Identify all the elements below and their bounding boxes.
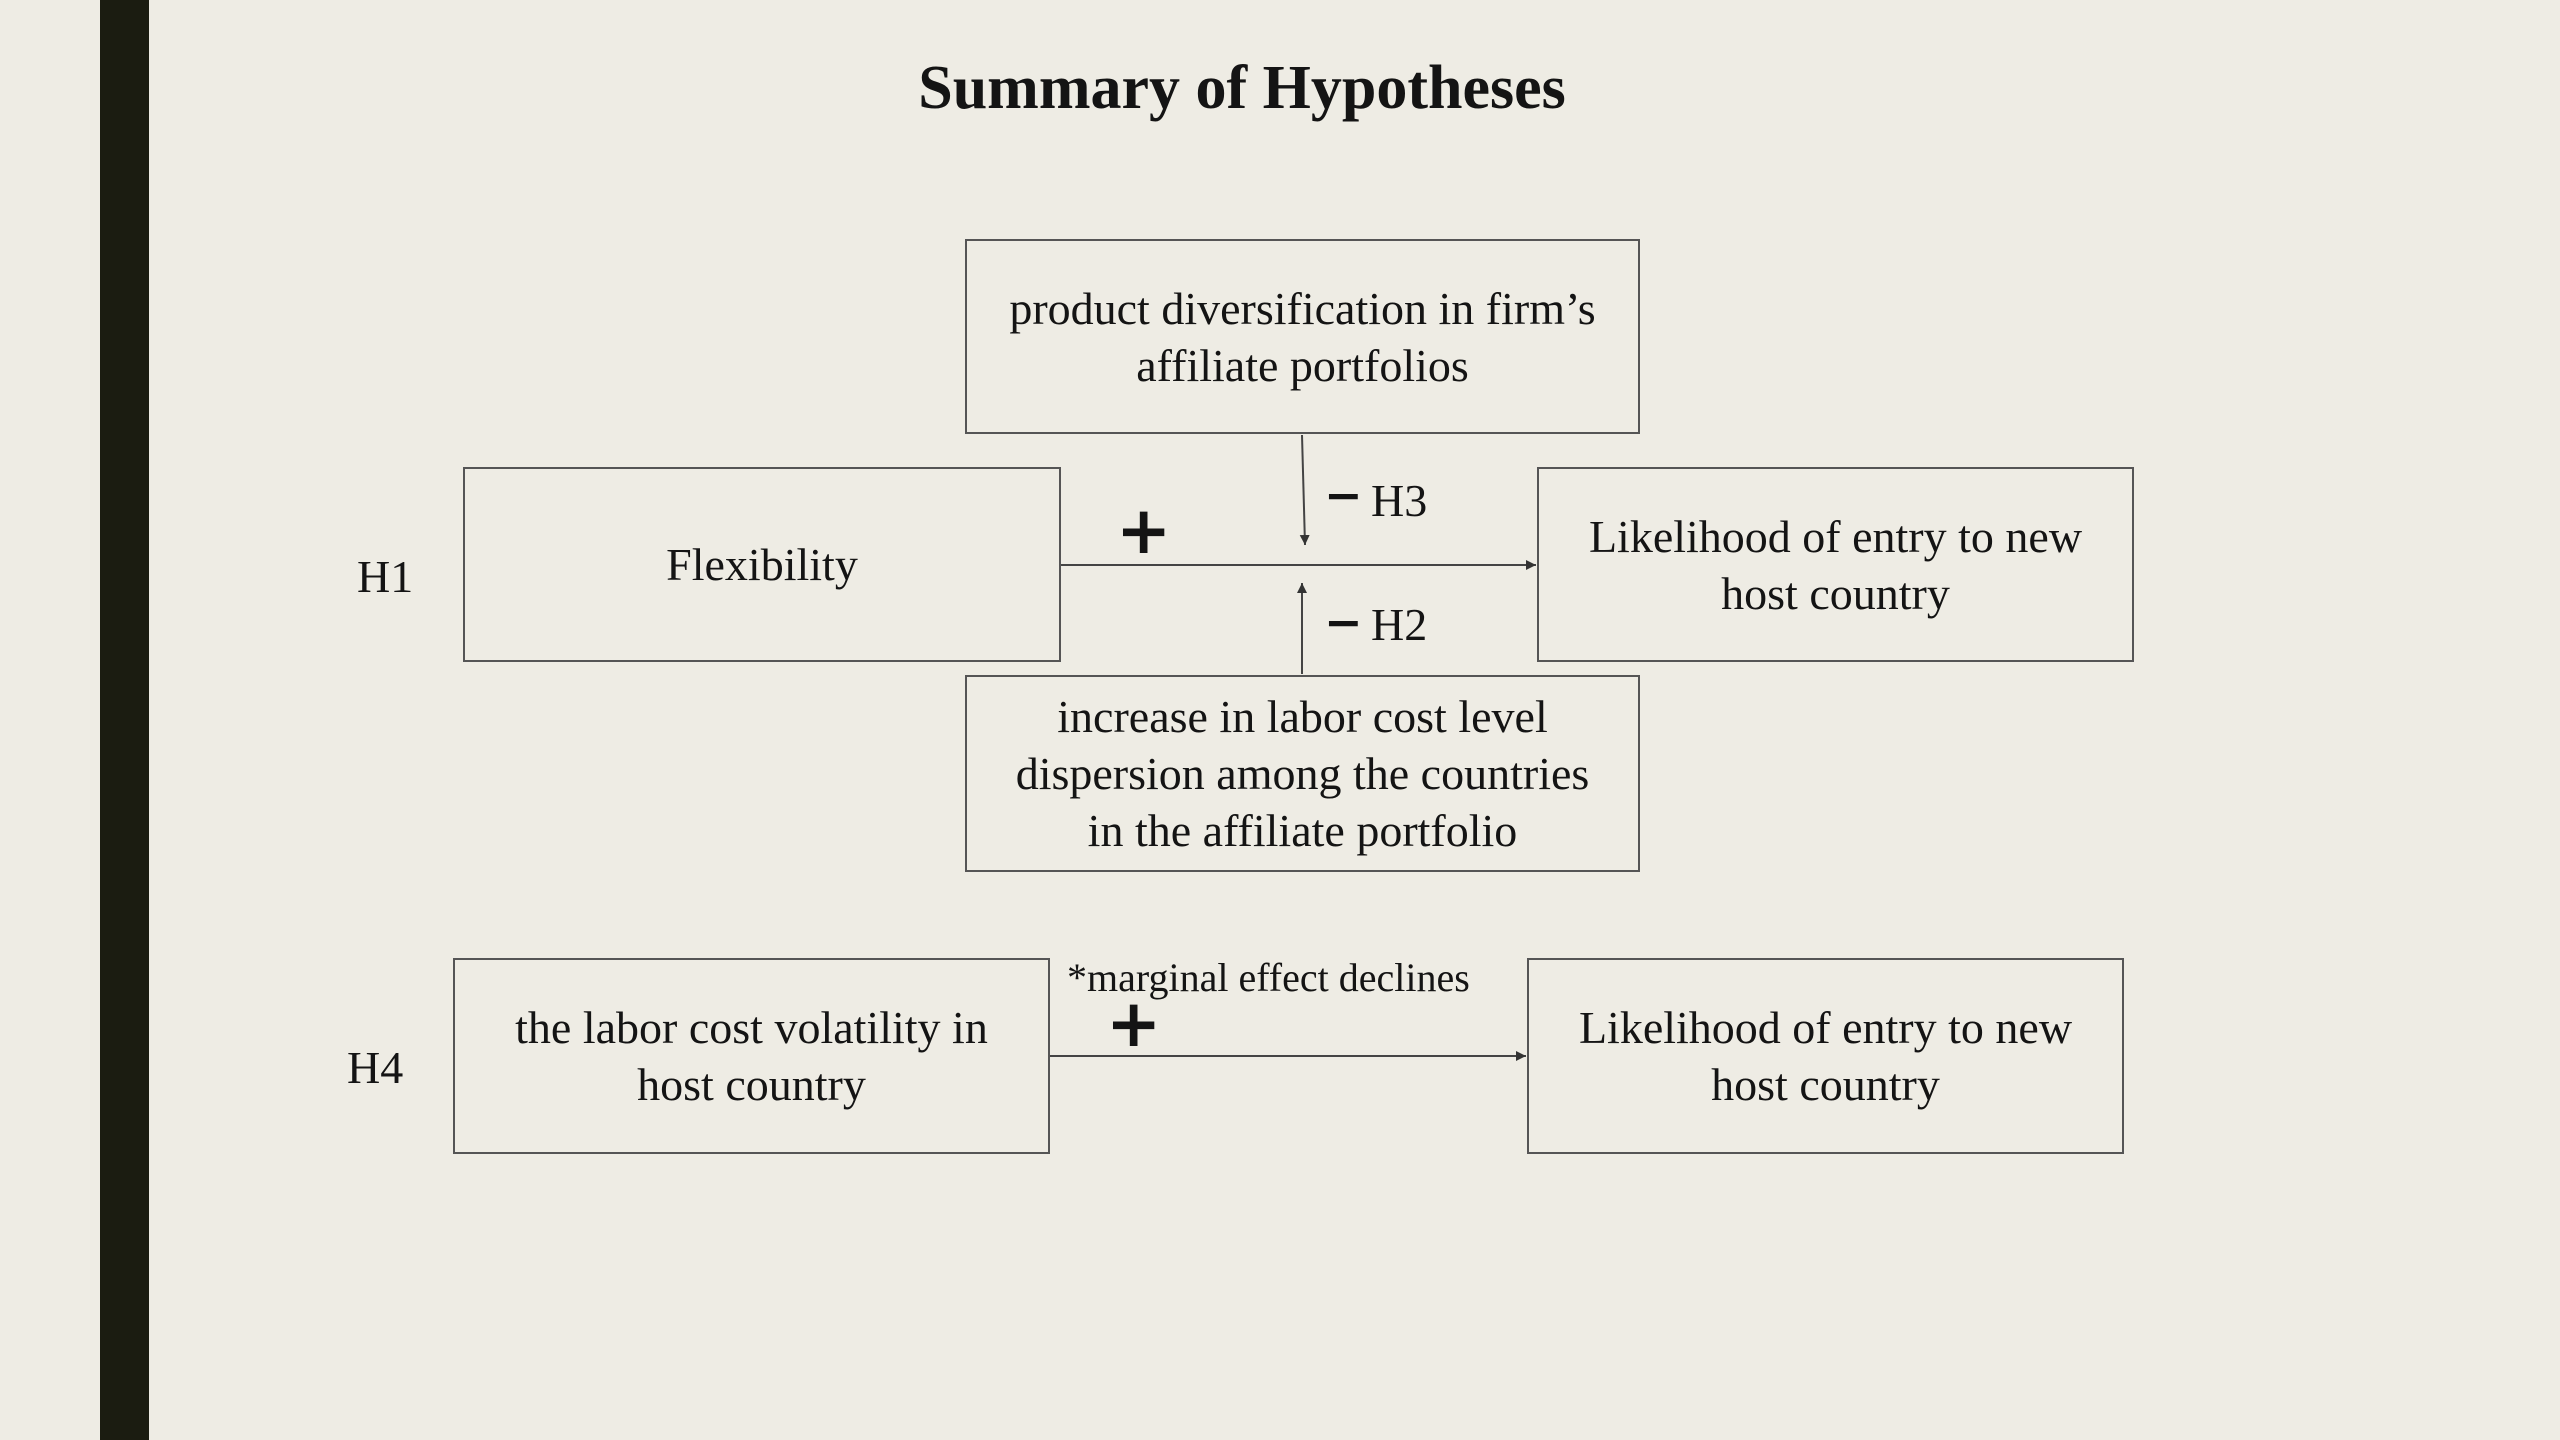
flexibility-box-text: Flexibility bbox=[666, 539, 858, 590]
h3-minus-sign: − bbox=[1324, 468, 1363, 522]
diversification-box-text: product diversification in firm’s affiliate portfolios bbox=[1009, 282, 1596, 391]
h4-likelihood-box bbox=[1527, 958, 2124, 1154]
h2-minus-sign: − bbox=[1324, 595, 1363, 649]
flexibility-box bbox=[463, 467, 1061, 662]
h1-label: H1 bbox=[357, 551, 414, 602]
marginal-effect-note: *marginal effect declines bbox=[1067, 955, 1470, 1000]
h3-label: H3 bbox=[1371, 475, 1428, 526]
labor-cost-volatility-box-text: the labor cost volatility in host country bbox=[515, 1002, 988, 1110]
labor-cost-volatility-box bbox=[453, 958, 1050, 1154]
labor-cost-dispersion-box-text: increase in labor cost level dispersion among the countries in the affiliate portfolio bbox=[1015, 691, 1590, 856]
h4-likelihood-box-text: Likelihood of entry to new host country bbox=[1578, 1002, 2073, 1110]
h1-likelihood-box-text: Likelihood of entry to new host country bbox=[1588, 510, 2083, 619]
page-title: Summary of Hypotheses bbox=[918, 54, 1566, 122]
h4-plus-sign: + bbox=[1106, 985, 1162, 1062]
h1-plus-sign: + bbox=[1116, 492, 1172, 569]
h3-moderator-arrow bbox=[1302, 435, 1305, 545]
labor-cost-dispersion-box bbox=[965, 675, 1640, 872]
h2-label: H2 bbox=[1371, 599, 1428, 650]
h1-likelihood-box bbox=[1537, 467, 2134, 662]
diversification-box bbox=[965, 239, 1640, 434]
h4-label: H4 bbox=[347, 1042, 404, 1093]
